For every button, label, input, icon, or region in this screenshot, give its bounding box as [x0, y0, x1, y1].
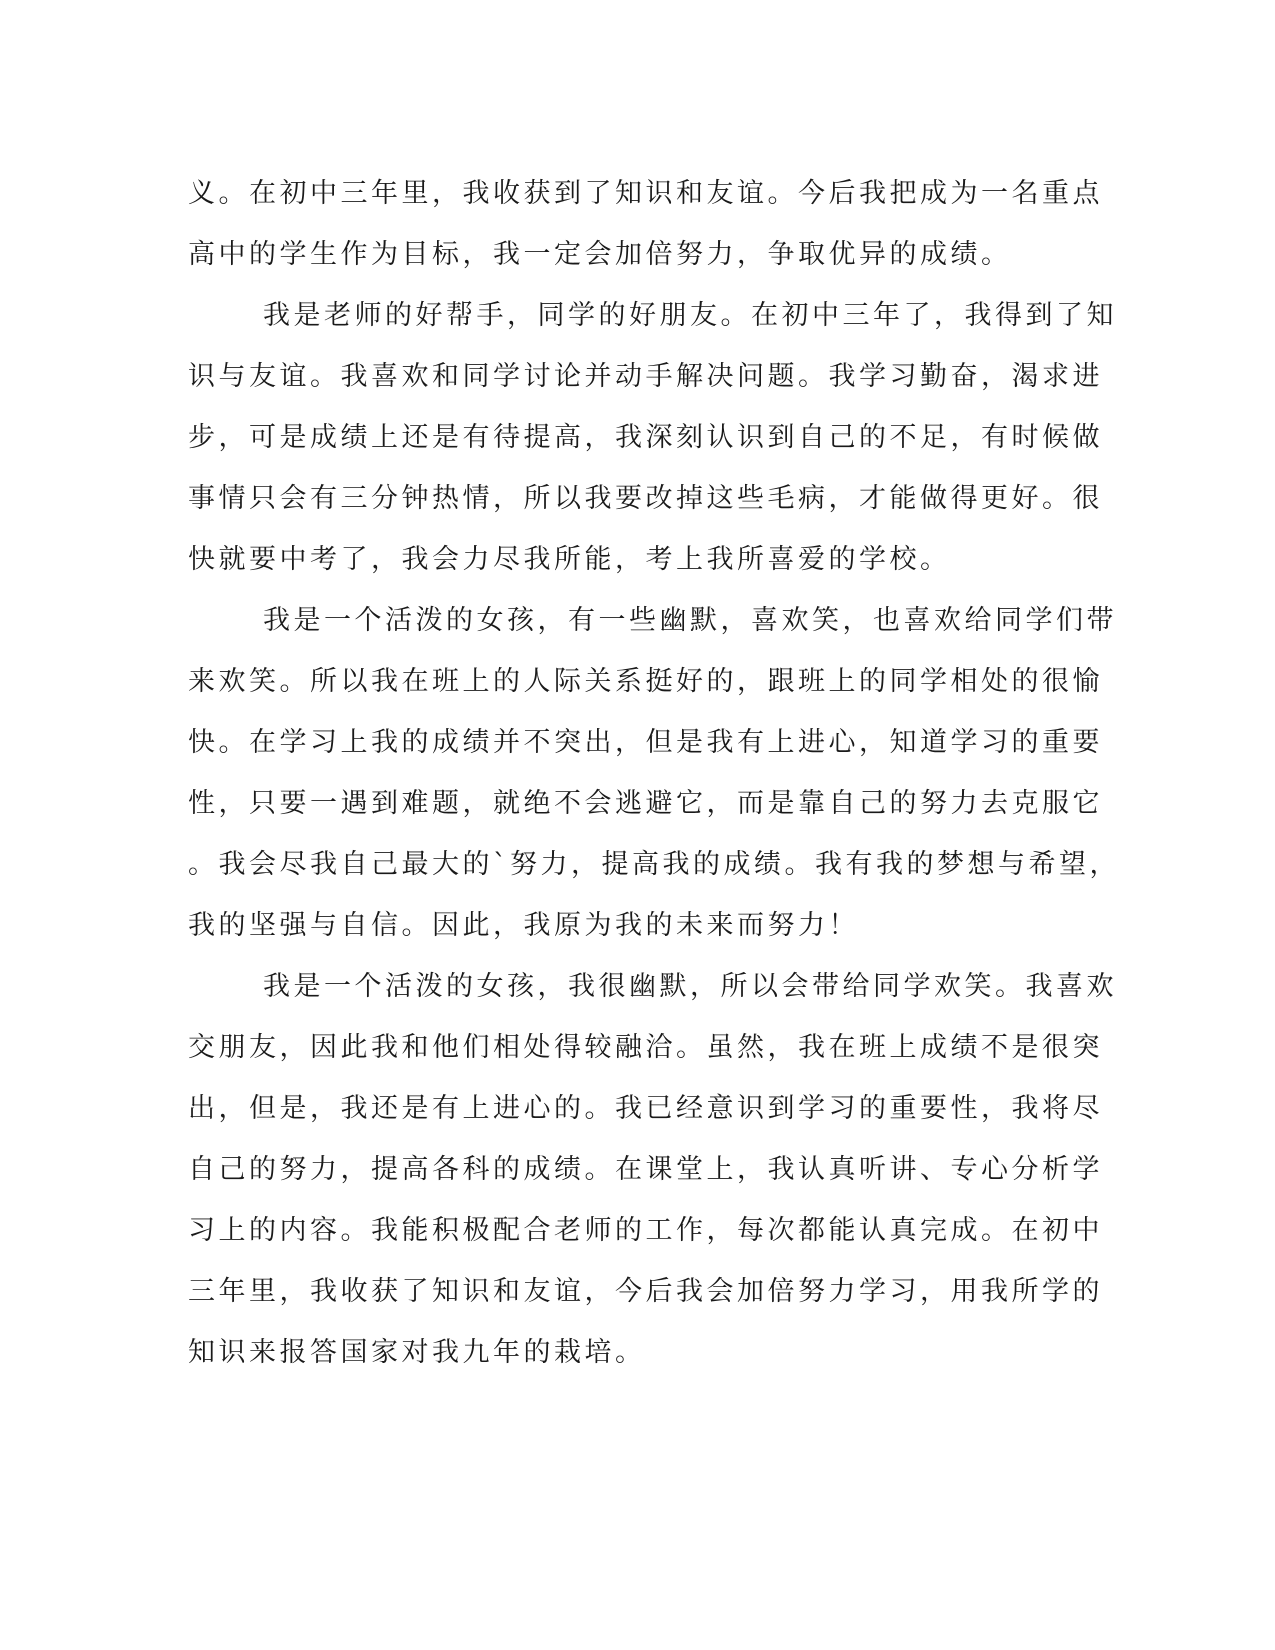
text-line: 我的坚强与自信。因此，我原为我的未来而努力！	[188, 910, 859, 941]
text-line: 事情只会有三分钟热情，所以我要改掉这些毛病，才能做得更好。很	[188, 483, 1103, 514]
text-line: 来欢笑。所以我在班上的人际关系挺好的，跟班上的同学相处的很愉	[188, 666, 1103, 697]
text-line: 高中的学生作为目标，我一定会加倍努力，争取优异的成绩。	[188, 239, 1012, 270]
text-line: 习上的内容。我能积极配合老师的工作，每次都能认真完成。在初中	[188, 1215, 1103, 1246]
text-line: 自己的努力，提高各科的成绩。在课堂上，我认真听讲、专心分析学	[188, 1154, 1103, 1185]
text-line: 出，但是，我还是有上进心的。我已经意识到学习的重要性，我将尽	[188, 1093, 1103, 1124]
text-line: 快就要中考了，我会力尽我所能，考上我所喜爱的学校。	[188, 544, 951, 575]
paragraph-first-line: 我是一个活泼的女孩，我很幽默，所以会带给同学欢笑。我喜欢	[263, 971, 1117, 1002]
text-line: 义。在初中三年里，我收获到了知识和友谊。今后我把成为一名重点	[188, 178, 1103, 209]
text-line: 识与友谊。我喜欢和同学讨论并动手解决问题。我学习勤奋，渴求进	[188, 361, 1103, 392]
text-line: 交朋友，因此我和他们相处得较融洽。虽然，我在班上成绩不是很突	[188, 1032, 1103, 1063]
text-line: 三年里，我收获了知识和友谊，今后我会加倍努力学习，用我所学的	[188, 1276, 1103, 1307]
text-line: 知识来报答国家对我九年的栽培。	[188, 1337, 646, 1368]
text-line: 快。在学习上我的成绩并不突出，但是我有上进心，知道学习的重要	[188, 727, 1103, 758]
text-line: 步，可是成绩上还是有待提高，我深刻认识到自己的不足，有时候做	[188, 422, 1103, 453]
text-line: 性，只要一遇到难题，就绝不会逃避它，而是靠自己的努力去克服它	[188, 788, 1103, 819]
paragraph-first-line: 我是老师的好帮手，同学的好朋友。在初中三年了，我得到了知	[263, 300, 1117, 331]
document-body	[188, 163, 1120, 1383]
paragraph-first-line: 我是一个活泼的女孩，有一些幽默，喜欢笑，也喜欢给同学们带	[263, 605, 1117, 636]
text-line: 。我会尽我自己最大的`努力，提高我的成绩。我有我的梦想与希望，	[188, 849, 1120, 880]
